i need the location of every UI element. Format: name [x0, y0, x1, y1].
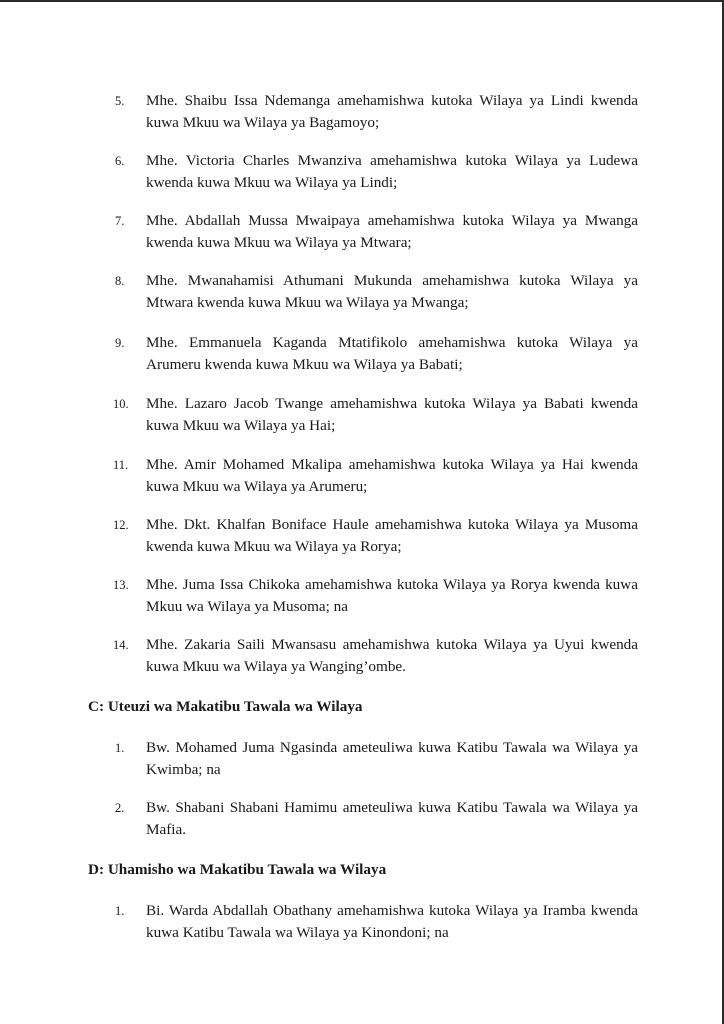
item-number: 10. [113, 397, 129, 411]
item-number: 14. [113, 638, 129, 652]
item-text: Mhe. Victoria Charles Mwanziva amehamishwa kutoka Wilaya ya Ludewa kwenda kuwa Mkuu wa Wilaya ya Lindi; [146, 152, 638, 191]
item-number: 2. [115, 801, 125, 815]
item-text: Mhe. Abdallah Mussa Mwaipaya amehamishwa kutoka Wilaya ya Mwanga kwenda kuwa Mkuu wa Wilaya ya Mtwara; [146, 212, 638, 251]
item-number: 7. [115, 214, 125, 228]
item-number: 6. [115, 154, 125, 168]
item-text: Bw. Mohamed Juma Ngasinda ameteuliwa kuwa Katibu Tawala wa Wilaya ya Kwimba; na [146, 739, 638, 778]
item-text: Mhe. Amir Mohamed Mkalipa amehamishwa kutoka Wilaya ya Hai kwenda kuwa Mkuu wa Wilaya ya Arumeru; [146, 456, 638, 495]
section-heading-c: C: Uteuzi wa Makatibu Tawala wa Wilaya [88, 698, 363, 715]
item-number: 12. [113, 518, 129, 532]
item-text: Mhe. Emmanuela Kaganda Mtatifikolo amehamishwa kutoka Wilaya ya Arumeru kwenda kuwa Mkuu wa Wilaya ya Babati; [146, 334, 638, 373]
item-text: Bi. Warda Abdallah Obathany amehamishwa kutoka Wilaya ya Iramba kwenda kuwa Katibu Tawala wa Wilaya ya Kinondoni; na [146, 902, 638, 941]
item-number: 8. [115, 274, 125, 288]
item-text: Mhe. Shaibu Issa Ndemanga amehamishwa kutoka Wilaya ya Lindi kwenda kuwa Mkuu wa Wilaya ya Bagamoyo; [146, 92, 638, 131]
section-heading-d: D: Uhamisho wa Makatibu Tawala wa Wilaya [88, 861, 387, 878]
item-number: 13. [113, 578, 129, 592]
item-text: Bw. Shabani Shabani Hamimu ameteuliwa kuwa Katibu Tawala wa Wilaya ya Mafia. [146, 799, 638, 838]
item-text: Mhe. Zakaria Saili Mwansasu amehamishwa kutoka Wilaya ya Uyui kwenda kuwa Mkuu wa Wilaya ya Wanging’ombe. [146, 636, 638, 675]
item-text: Mhe. Juma Issa Chikoka amehamishwa kutoka Wilaya ya Rorya kwenda kuwa Mkuu wa Wilaya ya Musoma; na [146, 576, 638, 615]
item-number: 9. [115, 336, 125, 350]
item-number: 11. [113, 458, 129, 472]
item-text: Mhe. Mwanahamisi Athumani Mukunda amehamishwa kutoka Wilaya ya Mtwara kwenda kuwa Mkuu wa Wilaya ya Mwanga; [146, 272, 638, 311]
item-text: Mhe. Lazaro Jacob Twange amehamishwa kutoka Wilaya ya Babati kwenda kuwa Mkuu wa Wilaya ya Hai; [146, 395, 638, 434]
item-number: 1. [115, 904, 125, 918]
item-number: 5. [115, 94, 125, 108]
item-text: Mhe. Dkt. Khalfan Boniface Haule amehamishwa kutoka Wilaya ya Musoma kwenda kuwa Mkuu wa Wilaya ya Rorya; [146, 516, 638, 555]
item-number: 1. [115, 741, 125, 755]
